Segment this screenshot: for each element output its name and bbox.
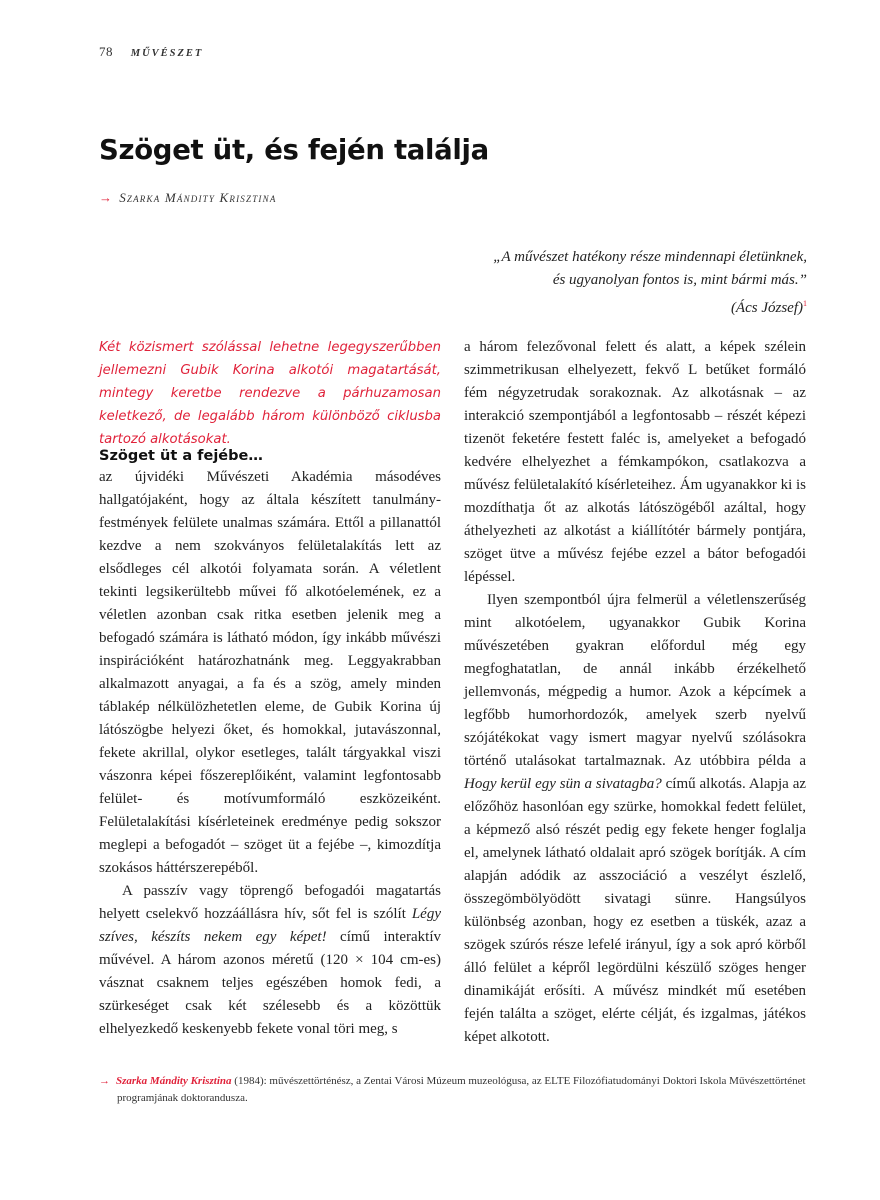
body-column-right bbox=[464, 336, 806, 1049]
body-paragraph bbox=[464, 589, 806, 1049]
running-head bbox=[99, 44, 203, 60]
lead-paragraph: Két közismert szólással lehetne legegyszerűbben jellemezni Gubik Korina alkotói magatartását, mintegy keretbe rendezve a párhuzamosan keletkező, de legalább három különböző ciklusba tartozó alkotásokat. bbox=[99, 340, 441, 447]
author-note-body bbox=[99, 1073, 809, 1107]
artwork-title: Hogy kerül egy sün a sivatagba? bbox=[464, 776, 662, 792]
section-name: MŰVÉSZET bbox=[130, 48, 204, 59]
footnote-reference[interactable]: 1 bbox=[803, 299, 807, 308]
arrow-right-icon: → bbox=[99, 1075, 110, 1087]
attribution-text: (Ács József) bbox=[730, 300, 803, 316]
subheading: Szöget üt a fejébe… bbox=[99, 448, 263, 464]
body-paragraph: a három felezővonal felett és alatt, a képek szélein szimmetrikusan elhelyezett, fekvő L betűket formáló fém négyzetrudak sorakoznak. Az alkotásnak – az interakció szempontjából a legfontosabb – részét képezi tizenöt feketére festett faléc is, amelyeket a befogadó kedvére elhelyezhet a fémkampókon, csatlakozva a művész felületalakító kísérleteihez. Ám ugyanakkor ki is mozdíthatja őt az alkotás látószögéből azáltal, hogy áthelyezheti az alkotást a kiállítótér bármely pontjára, szöget ütve a művész fejébe ezzel a bátor befogadói lépéssel. bbox=[464, 339, 806, 585]
paragraph-text: A passzív vagy töprengő befogadói magatartás helyett cselekvő hozzáállásra hív, sőt fel is szólít bbox=[99, 883, 441, 922]
author-note-description: (1984): művészettörténész, a Zentai Városi Múzeum muzeológusa, az ELTE Filozófiatudományi Doktori Iskola Művészettörténet programjának doktorandusza. bbox=[117, 1075, 806, 1104]
paragraph-text: című alkotás. Alapja az előzőhöz hasonlóan egy szürke, homokkal fedett felület, a képmező alsó részét pedig egy fekete henger foglalja el, amelynek látható oldalait apró szögek borítják. A cím alapján adódik az asszociáció a veszélyt észlelő, összegömbölyödött sivatagi sünre. Hangsúlyos különbség azonban, hogy ez esetben a tüskék, azaz a szögek szúrós része lefelé irányul, így a sok apró körből álló felület a képről legördülni készülő szöges henger dinamikáját erősíti. A művész mindkét mű esetében fején találta a szöget, elérte célját, és izgalmas, játékos képet alkotott. bbox=[464, 776, 807, 1045]
body-paragraph bbox=[99, 880, 441, 1041]
author-note-name: Szarka Mándity Krisztina bbox=[116, 1075, 232, 1087]
byline bbox=[99, 190, 277, 206]
author-note bbox=[99, 1073, 809, 1107]
epigraph-line: és ugyanolyan fontos is, mint bármi más.” bbox=[552, 272, 807, 288]
paragraph-text: című interaktív művével. A három azonos méretű (120 × 104 cm-es) vásznat csaknem teljes egészében homok fedi, a szürkeséget csak két szélesebb és a közöttük elhelyezkedő keskenyebb fekete vonal töri meg, s bbox=[99, 929, 441, 1037]
epigraph-line: „A művészet hatékony része mindennapi életünknek, bbox=[493, 249, 807, 265]
epigraph-attribution bbox=[387, 292, 807, 320]
article-title: Szöget üt, és fején találja bbox=[99, 134, 489, 166]
author-note-text bbox=[99, 1073, 809, 1107]
epigraph bbox=[387, 246, 807, 320]
author-name: Szarka Mándity Krisztina bbox=[119, 190, 277, 205]
body-paragraph: az újvidéki Művészeti Akadémia másodéves hallgatójaként, hogy az általa készített tanulmányfestmények felülete unalmas számára. Ettől a pillanattól kezdve a nem szokványos felületalakítás lett az elsődleges cél alkotói folyamata során. A véletlent tekinti legsikerültebb művei fő alkotóelemének, ez a véletlen azonban csak ritka esetben jelenik meg a befogadó számára is látható módon, így inkább művészi inspirációként határozhatnánk meg. Leggyakrabban alkalmazott anyagai, a fa és a szög, amely minden táblakép nélkülözhetetlen eleme, de Gubik Korina új látószögbe helyezi őket, és homokkal, jutavászonnal, fekete akrillal, olykor esetleges, talált tárgyakkal viszi vászonra képei főszereplőiként, valamint legfontosabb felület- és motívumformáló eszközeiként. Felületalakítási kísérleteinek eredménye pedig sokszor meglepi a befogadót – szöget üt a fejébe –, kimozdítja szokásos háttérszerepéből. bbox=[99, 469, 441, 876]
paragraph-text: Ilyen szempontból újra felmerül a véletlenszerűség mint alkotóelem, ugyanakkor Gubik Korina művészetében gyakran előfordul még egy megfoghatatlan, de annál inkább érzékelhető jellemvonás, mégpedig a humor. Azok a képcímek a legfőbb humorhordozók, amelyek szerb nyelvű szójátékokat vagy ismert magyar nyelvű szólásokra történő utalásokat tartalmaznak. Az utóbbira példa a bbox=[464, 592, 806, 769]
artwork-title: Légy szíves, készíts nekem egy képet! bbox=[99, 906, 441, 945]
arrow-right-icon: → bbox=[99, 190, 114, 205]
page-number: 78 bbox=[99, 44, 113, 59]
body-column-left bbox=[99, 446, 441, 1041]
